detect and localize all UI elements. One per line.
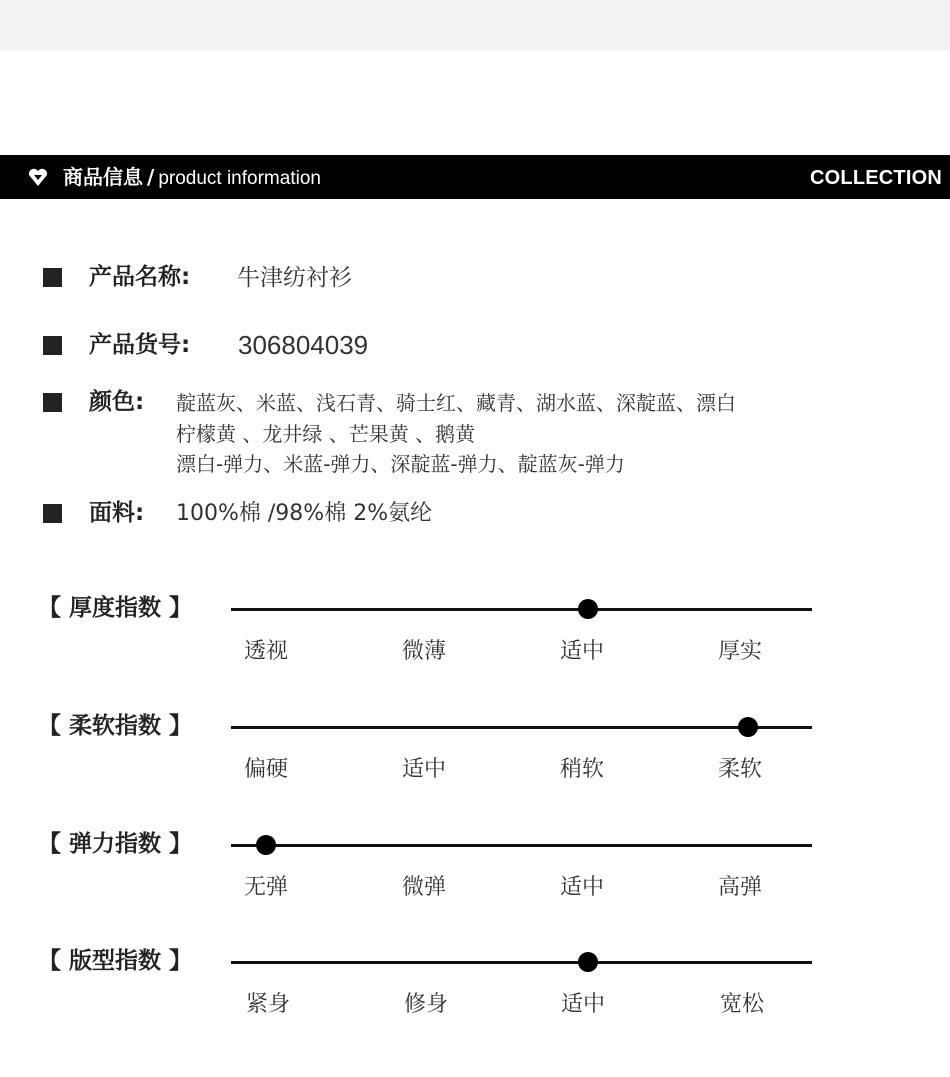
- section-title-cn: 商品信息: [63, 165, 143, 189]
- index-title: 【 版型指数 】: [38, 948, 193, 974]
- index-option: 稍软: [560, 757, 605, 782]
- product-color-label: 颜色:: [89, 389, 145, 415]
- product-fabric-label: 面料:: [89, 500, 145, 526]
- index-option: 微薄: [402, 639, 447, 664]
- index-marker: [256, 835, 276, 855]
- index-option: 适中: [402, 757, 447, 782]
- index-option: 适中: [560, 639, 605, 664]
- index-scale-line: [231, 844, 812, 847]
- index-option: 柔软: [718, 757, 763, 782]
- index-option: 厚实: [718, 639, 763, 664]
- product-name-label: 产品名称:: [89, 264, 191, 290]
- bullet-square: [43, 504, 62, 523]
- index-option: 微弹: [402, 875, 447, 900]
- color-line: 漂白-弹力、米蓝-弹力、深靛蓝-弹力、靛蓝灰-弹力: [176, 452, 625, 476]
- index-option: 无弹: [244, 875, 289, 900]
- index-option: 高弹: [718, 875, 763, 900]
- index-option: 偏硬: [244, 757, 289, 782]
- product-color-list: [176, 388, 736, 480]
- bullet-square: [43, 336, 62, 355]
- index-scale-line: [231, 726, 812, 729]
- fit-index: [0, 946, 950, 1026]
- index-title: 【 弹力指数 】: [38, 831, 193, 857]
- index-option: 适中: [560, 875, 605, 900]
- color-line: 柠檬黄 、龙井绿 、芒果黄 、鹅黄: [176, 421, 476, 446]
- index-marker: [578, 952, 598, 972]
- index-option: 透视: [244, 639, 289, 664]
- top-band: [0, 0, 950, 50]
- heart-down-icon: [27, 166, 49, 188]
- section-title: [63, 164, 321, 192]
- product-sku-label: 产品货号:: [89, 332, 191, 358]
- index-title: 【 厚度指数 】: [38, 595, 193, 621]
- product-fabric-value: 100%棉 /98%棉 2%氨纶: [176, 501, 433, 526]
- bullet-square: [43, 393, 62, 412]
- section-title-en: product information: [158, 168, 321, 189]
- bullet-square: [43, 268, 62, 287]
- index-scale-line: [231, 608, 812, 611]
- elasticity-index: [0, 829, 950, 909]
- index-title: 【 柔软指数 】: [38, 713, 193, 739]
- collection-label: COLLECTION: [810, 167, 942, 189]
- index-option: 宽松: [720, 992, 765, 1017]
- product-name-value: 牛津纺衬衫: [237, 265, 352, 291]
- section-title-separator: /: [147, 165, 155, 189]
- index-option: 紧身: [246, 992, 291, 1017]
- thickness-index: [0, 593, 950, 673]
- index-marker: [738, 717, 758, 737]
- index-option: 修身: [404, 992, 449, 1017]
- softness-index: [0, 711, 950, 791]
- index-scale-line: [231, 961, 812, 964]
- section-header: [0, 155, 950, 199]
- index-marker: [578, 599, 598, 619]
- index-option: 适中: [561, 992, 606, 1017]
- product-sku-value: 306804039: [238, 330, 369, 360]
- color-line: 靛蓝灰、米蓝、浅石青、骑士红、藏青、湖水蓝、深靛蓝、漂白: [176, 391, 736, 415]
